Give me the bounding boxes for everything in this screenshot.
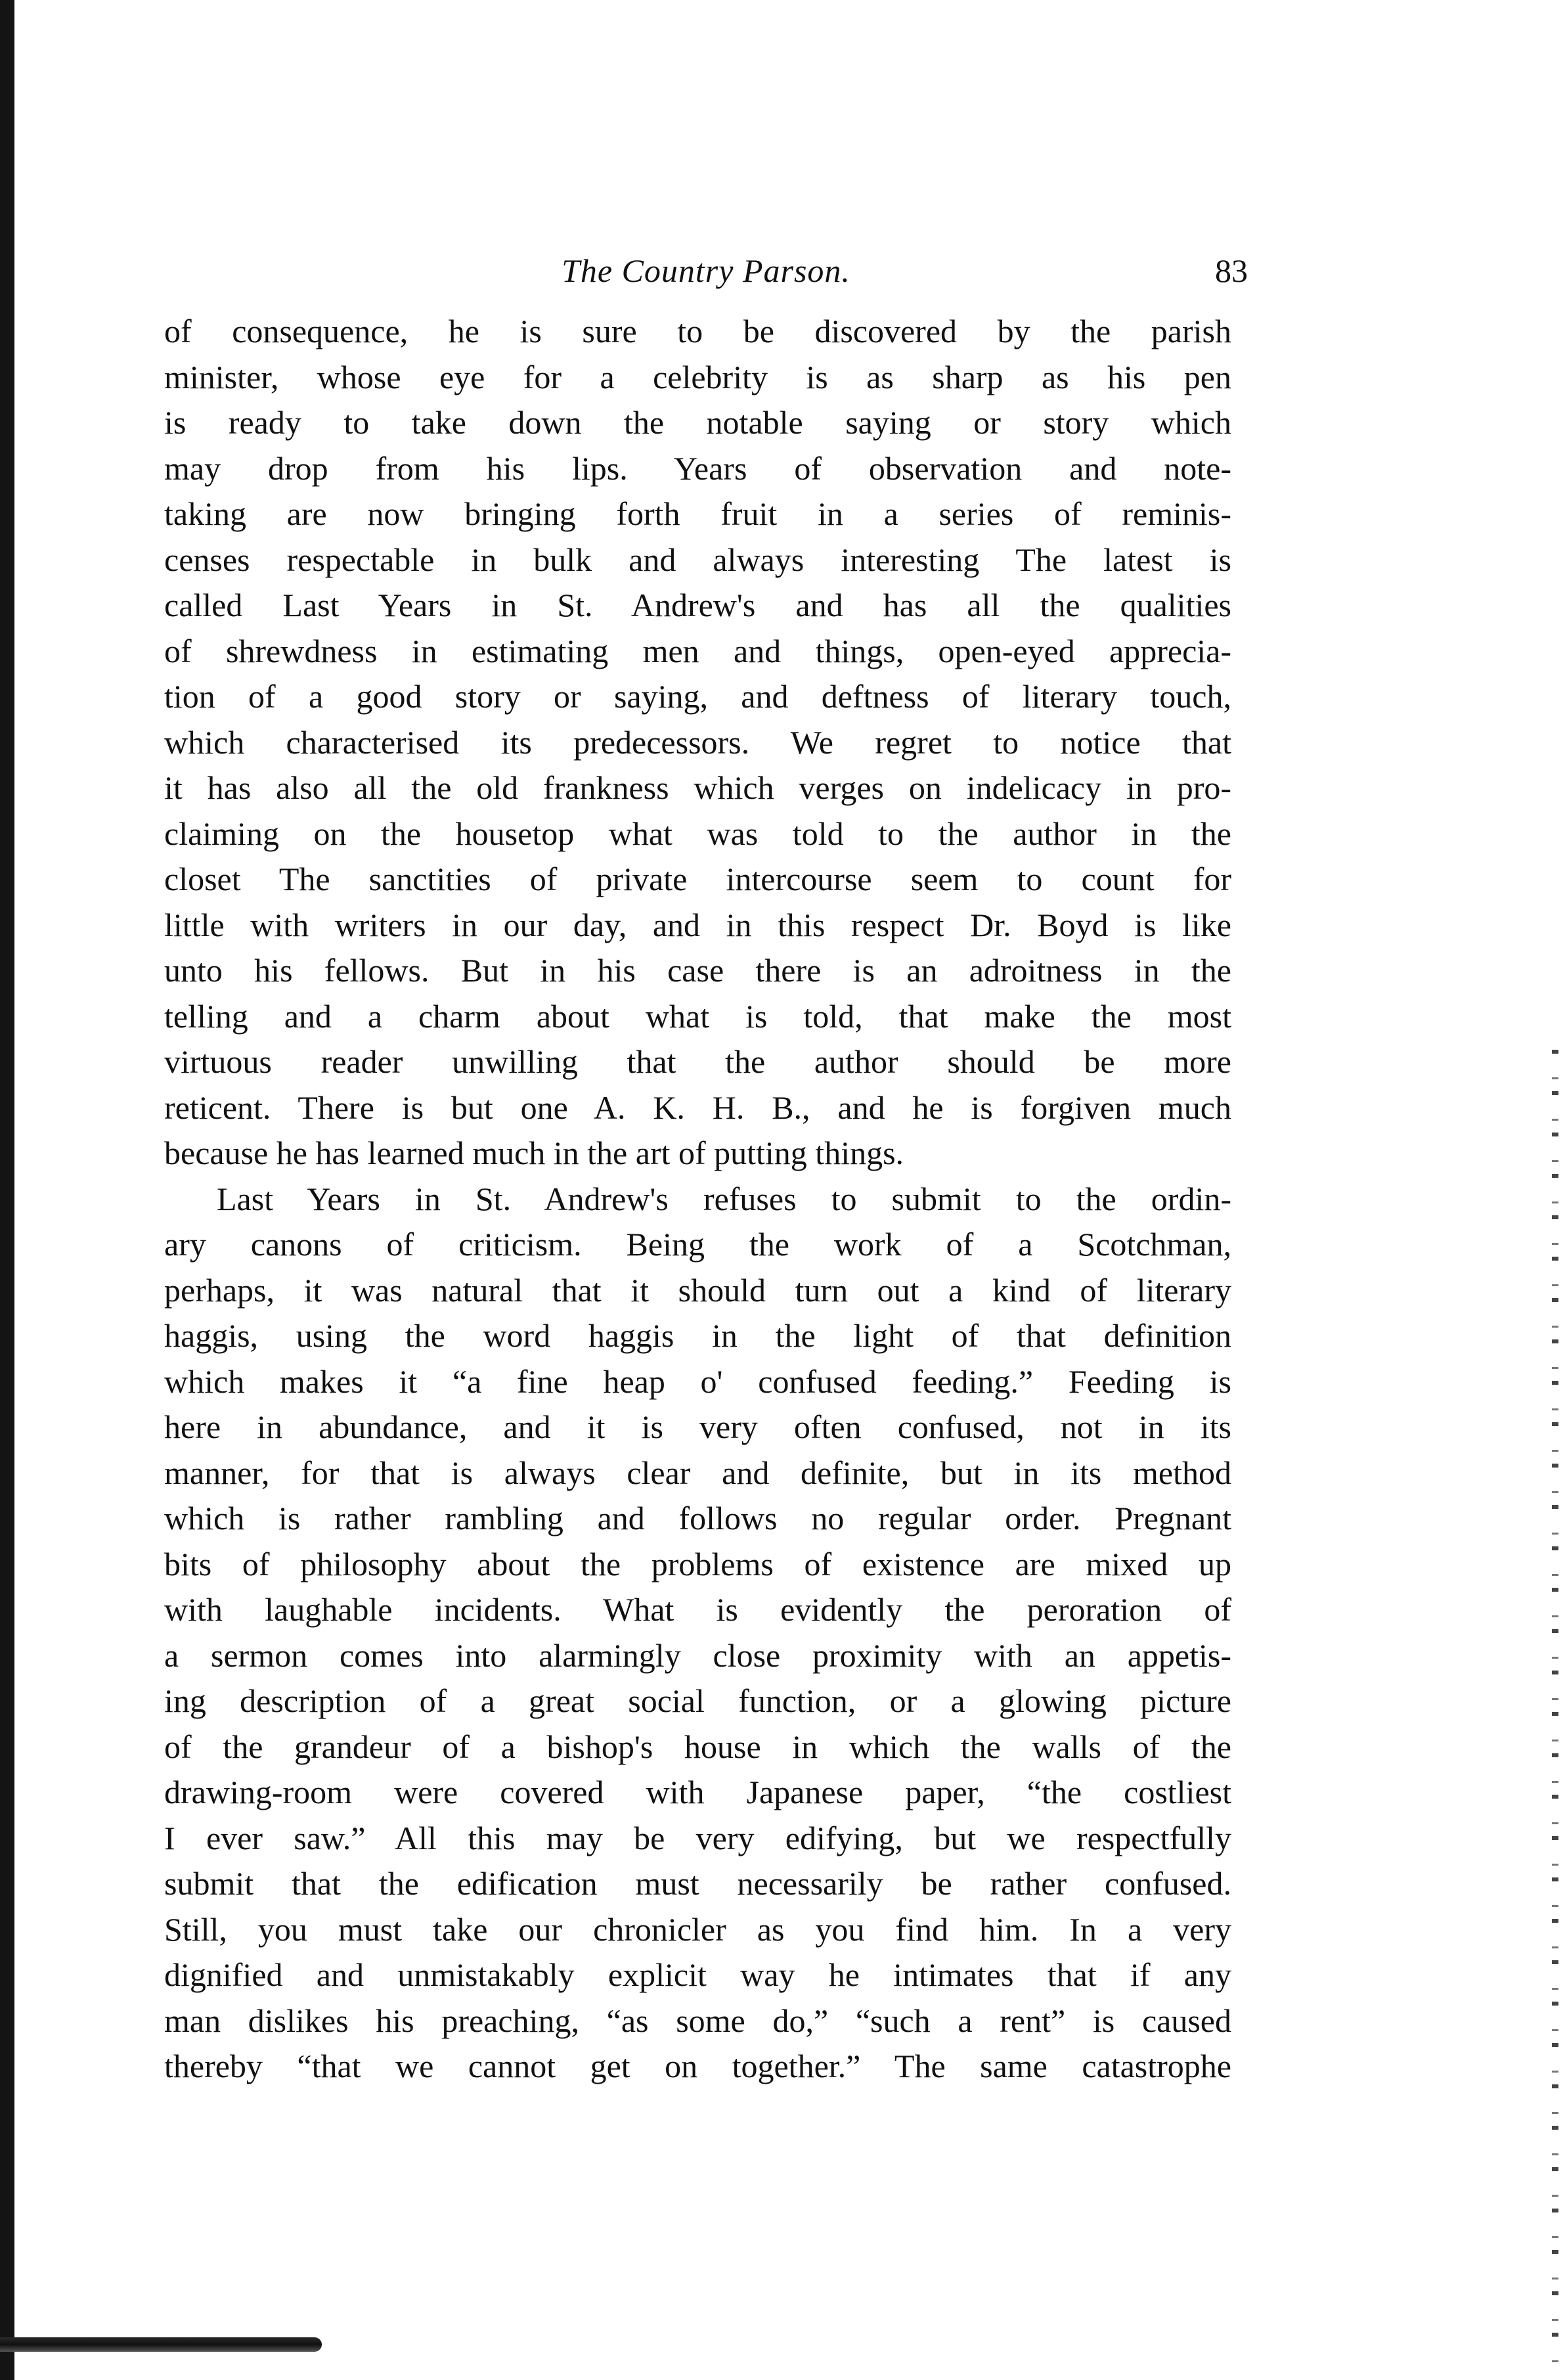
text-line: drawing-room were covered with Japanese paper, “the costliest [164, 1774, 1231, 1810]
text-line: perhaps, it was natural that it should turn out a kind of literary [164, 1271, 1231, 1309]
text-line: it has also all the old frankness which verges on indelicacy in pro- [164, 769, 1231, 806]
text-line: of consequence, he is sure to be discovered by the parish [164, 313, 1231, 349]
text-line: a sermon comes into alarmingly close proximity with an appetis- [164, 1636, 1231, 1674]
page-bottom-smudge [0, 2337, 322, 2352]
text-line: telling and a charm about what is told, that make the most [164, 997, 1231, 1035]
text-line: Last Years in St. Andrew's refuses to submit to the ordin- [217, 1180, 1231, 1217]
page-left-edge [0, 0, 14, 2380]
text-line: closet The sanctities of private intercourse seem to count for [164, 861, 1231, 897]
text-line: which makes it “a fine heap o' confused feeding.” Feeding is [164, 1362, 1231, 1400]
text-line: because he has learned much in the art of putting things. [164, 1134, 904, 1171]
text-line: submit that the edification must necessarily be rather confused. [164, 1865, 1231, 1902]
text-line: minister, whose eye for a celebrity is as sharp as his pen [164, 358, 1231, 395]
text-line: with laughable incidents. What is evidently the peroration of [164, 1591, 1231, 1628]
text-line: haggis, using the word haggis in the light of that definition [164, 1317, 1231, 1354]
text-line: called Last Years in St. Andrew's and has all the qualities [164, 587, 1231, 623]
running-title: The Country Parson. [562, 252, 850, 289]
text-line: which is rather rambling and follows no regular order. Pregnant [164, 1500, 1231, 1537]
text-line: which characterised its predecessors. We regret to notice that [164, 723, 1231, 761]
text-line: Still, you must take our chronicler as you find him. In a very [164, 1910, 1231, 1948]
text-line: bits of philosophy about the problems of existence are mixed up [164, 1545, 1231, 1583]
text-line: virtuous reader unwilling that the author should be more [164, 1043, 1231, 1080]
text-line: dignified and unmistakably explicit way he intimates that if any [164, 1956, 1231, 1993]
text-line: taking are now bringing forth fruit in a series of reminis- [164, 495, 1231, 532]
text-line: I ever saw.” All this may be very edifying, but we respectfully [164, 1819, 1231, 1856]
text-line: manner, for that is always clear and definite, but in its method [164, 1454, 1231, 1491]
text-line: unto his fellows. But in his case there is an adroitness in the [164, 952, 1231, 989]
text-line: reticent. There is but one A. K. H. B., and he is forgiven much [164, 1089, 1231, 1126]
page-header [164, 240, 1248, 302]
text-line: censes respectable in bulk and always interesting The latest is [164, 541, 1231, 578]
text-line: is ready to take down the notable saying or story which [164, 404, 1231, 441]
text-line: claiming on the housetop what was told to the author in the [164, 815, 1231, 852]
text-line: of the grandeur of a bishop's house in which the walls of the [164, 1728, 1231, 1765]
page-number: 83 [1215, 252, 1248, 289]
page-right-edge-noise [1552, 1038, 1558, 2371]
text-line: ing description of a great social function, or a glowing picture [164, 1682, 1231, 1719]
text-line: tion of a good story or saying, and deftness of literary touch, [164, 678, 1231, 715]
body-text [164, 309, 1231, 2090]
text-line: thereby “that we cannot get on together.” The same catastrophe [164, 2048, 1231, 2084]
text-line: ary canons of criticism. Being the work of a Scotchman, [164, 1226, 1231, 1263]
text-line: may drop from his lips. Years of observation and note- [164, 449, 1231, 487]
text-line: here in abundance, and it is very often confused, not in its [164, 1408, 1231, 1445]
text-line: man dislikes his preaching, “as some do,” “such a rent” is caused [164, 2002, 1231, 2039]
text-line: of shrewdness in estimating men and things, open-eyed apprecia- [164, 632, 1231, 669]
text-line: little with writers in our day, and in this respect Dr. Boyd is like [164, 906, 1231, 943]
